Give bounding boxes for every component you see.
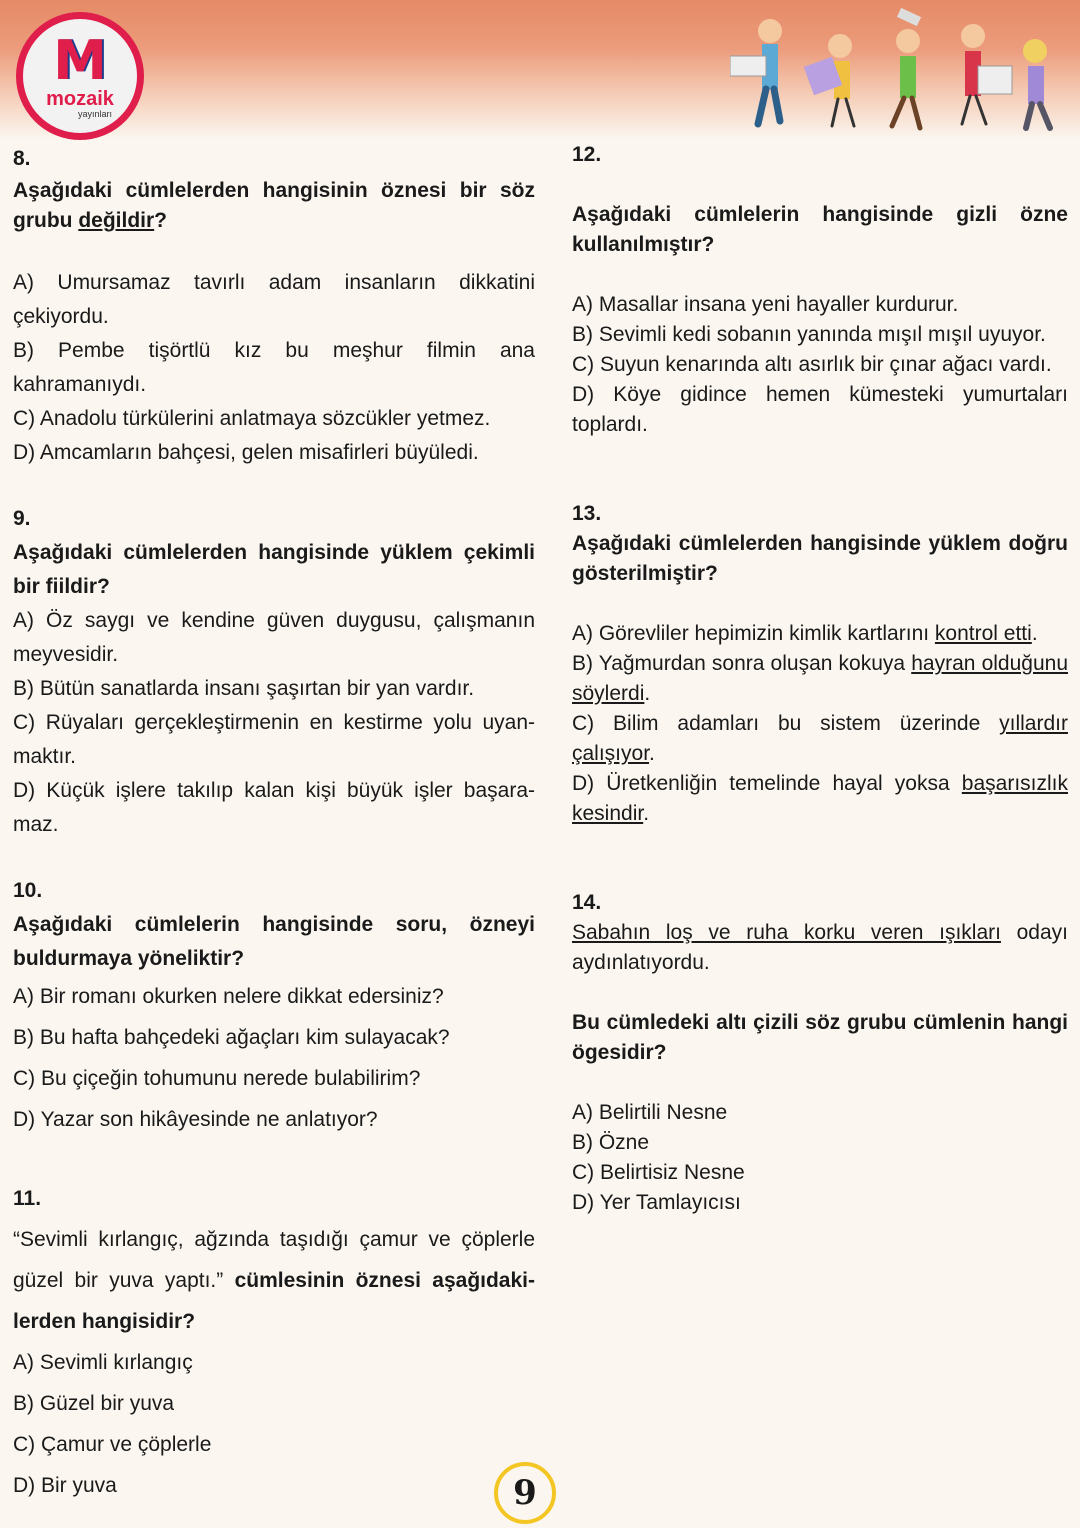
answer-option-b[interactable] xyxy=(13,1383,535,1424)
text-segment: D) Köye gidince hemen kümesteki yumurtaları toplardı. xyxy=(572,383,1068,436)
answer-option-a[interactable] xyxy=(572,1098,1068,1128)
question-sentence xyxy=(572,918,1068,978)
text-segment: B) Özne xyxy=(572,1131,650,1154)
answer-option-a[interactable] xyxy=(13,1342,535,1383)
text-segment: B) Yağmurdan sonra oluşan kokuya xyxy=(572,652,912,675)
answer-option-b[interactable] xyxy=(13,334,535,402)
text-segment: A) Umursamaz tavırlı adam insanların dikkatini çekiyordu. xyxy=(13,271,535,328)
text-segment: A) Sevimli kırlangıç xyxy=(13,1351,193,1374)
answer-option-b[interactable] xyxy=(13,1017,535,1058)
question-12 xyxy=(572,140,1068,440)
header-banner xyxy=(0,0,1080,140)
answer-option-c[interactable] xyxy=(13,402,535,436)
text-segment: C) Çamur ve çöplerle xyxy=(13,1433,212,1456)
question-10 xyxy=(13,874,535,1140)
text-segment: A) Belirtili Nesne xyxy=(572,1101,728,1124)
question-stem xyxy=(572,200,1068,260)
text-segment: A) Bir romanı okurken nelere dikkat edersiniz? xyxy=(13,985,444,1008)
question-stem xyxy=(13,536,535,604)
question-number: 12. xyxy=(572,143,602,166)
text-segment: D) Yazar son hikâyesinde ne anlatıyor? xyxy=(13,1108,378,1131)
text-segment: Bu cümledeki altı çizili söz grubu cümlenin hangi ögesidir? xyxy=(572,1011,1068,1064)
text-segment: C) Rüyaları gerçekleştirmenin en kestirme yolu uyan-maktır. xyxy=(13,711,535,768)
children-illustration xyxy=(730,6,1070,131)
text-segment: Aşağıdaki cümlelerden hangisinin öznesi bir söz grubu xyxy=(13,179,535,232)
question-number: 11. xyxy=(13,1187,42,1210)
text-segment: D) Yer Tamlayıcısı xyxy=(572,1191,741,1214)
underlined-text: başarısızlık kesindir xyxy=(572,772,1068,825)
answer-option-b[interactable] xyxy=(572,649,1068,709)
text-segment: odayı aydınlatıyordu. xyxy=(572,921,1068,974)
answer-option-c[interactable] xyxy=(13,706,535,774)
underlined-text: hayran olduğunu söylerdi xyxy=(572,652,1068,705)
question-number: 10. xyxy=(13,879,43,902)
text-segment: D) Bir yuva xyxy=(13,1474,117,1497)
text-segment: C) Bilim adamları bu sistem üzerinde xyxy=(572,712,1000,735)
question-8 xyxy=(13,142,535,470)
question-14 xyxy=(572,888,1068,1218)
text-segment: . xyxy=(649,742,655,765)
text-segment: C) Anadolu türkülerini anlatmaya sözcükler yetmez. xyxy=(13,407,491,430)
underlined-text: kontrol etti xyxy=(934,622,1032,645)
text-segment: B) Güzel bir yuva xyxy=(13,1392,175,1415)
answer-option-b[interactable] xyxy=(13,672,535,706)
answer-option-b[interactable] xyxy=(572,1128,1068,1158)
answer-option-a[interactable] xyxy=(13,266,535,334)
answer-option-a[interactable] xyxy=(572,619,1068,649)
text-segment: ? xyxy=(154,209,167,232)
text-segment: “Sevimli kırlangıç, ağzında taşıdığı çamur ve çöplerle güzel bir yuva yaptı.” xyxy=(13,1228,535,1292)
underlined-text: değildir xyxy=(78,209,155,232)
answer-option-c[interactable] xyxy=(572,350,1068,380)
answer-option-d[interactable] xyxy=(13,1465,535,1506)
underlined-text: yıllardır çalışıyor xyxy=(572,712,1068,765)
text-segment: Aşağıdaki cümlelerden hangisinde yüklem çekimli bir fiildir? xyxy=(13,541,535,598)
text-segment: A) Öz saygı ve kendine güven duygusu, çalışmanın meyvesidir. xyxy=(13,609,535,666)
answer-option-d[interactable] xyxy=(13,1099,535,1140)
text-segment: . xyxy=(644,682,651,705)
text-segment: Aşağıdaki cümlelerin hangisinde soru, özneyi buldurmaya yöneliktir? xyxy=(13,913,535,970)
answer-option-a[interactable] xyxy=(13,976,535,1017)
text-segment: A) Görevliler hepimizin kimlik kartlarını xyxy=(572,622,935,645)
answer-option-c[interactable] xyxy=(572,709,1068,769)
text-segment: C) Belirtisiz Nesne xyxy=(572,1161,745,1184)
answer-option-d[interactable] xyxy=(572,380,1068,440)
text-segment: B) Pembe tişörtlü kız bu meşhur filmin ana kahramanıydı. xyxy=(13,339,535,396)
question-stem xyxy=(13,908,535,976)
question-9 xyxy=(13,502,535,842)
text-segment: D) Küçük işlere takılıp kalan kişi büyük işler başara-maz. xyxy=(13,779,535,836)
text-segment: Aşağıdaki cümlelerin hangisinde gizli özne kullanılmıştır? xyxy=(572,203,1068,256)
question-stem xyxy=(572,529,1068,589)
text-segment: B) Bu hafta bahçedeki ağaçları kim sulayacak? xyxy=(13,1026,450,1049)
text-segment: D) Amcamların bahçesi, gelen misafirleri büyüledi. xyxy=(13,441,479,464)
text-segment: B) Sevimli kedi sobanın yanında mışıl mışıl uyuyor. xyxy=(572,323,1046,346)
logo-subtext: yayınları xyxy=(77,109,112,119)
question-number: 9. xyxy=(13,507,31,530)
text-segment: A) Masallar insana yeni hayaller kurdurur. xyxy=(572,293,959,316)
text-segment: C) Bu çiçeğin tohumunu nerede bulabilirim? xyxy=(13,1067,421,1090)
text-segment: . xyxy=(1031,622,1038,645)
answer-option-a[interactable] xyxy=(13,604,535,672)
answer-option-c[interactable] xyxy=(572,1158,1068,1188)
question-11 xyxy=(13,1178,535,1506)
answer-option-c[interactable] xyxy=(13,1424,535,1465)
text-segment: Aşağıdaki cümlelerden hangisinde yüklem doğru gösterilmiştir? xyxy=(572,532,1068,585)
underlined-text: Sabahın loş ve ruha korku veren ışıkları xyxy=(572,921,1001,944)
page-number-badge xyxy=(494,1462,556,1524)
logo-text: mozaik xyxy=(46,88,114,110)
text-segment: B) Bütün sanatlarda insanı şaşırtan bir yan vardır. xyxy=(13,677,475,700)
answer-option-b[interactable] xyxy=(572,320,1068,350)
question-number: 14. xyxy=(572,891,602,914)
page-number: 9 xyxy=(513,1473,537,1513)
question-number: 13. xyxy=(572,502,602,525)
answer-option-a[interactable] xyxy=(572,290,1068,320)
text-segment: C) Suyun kenarında altı asırlık bir çınar ağacı vardı. xyxy=(572,353,1052,376)
publisher-logo xyxy=(16,12,144,140)
answer-option-d[interactable] xyxy=(572,769,1068,829)
question-number: 8. xyxy=(13,147,31,170)
answer-option-d[interactable] xyxy=(572,1188,1068,1218)
text-segment: D) Üretkenliğin temelinde hayal yoksa xyxy=(572,772,962,795)
text-segment: cümlesinin öznesi aşağıdaki-lerden hangisidir? xyxy=(13,1269,535,1333)
question-stem xyxy=(572,1008,1068,1068)
question-stem xyxy=(13,1219,535,1342)
logo-mark: M xyxy=(53,29,107,92)
question-stem xyxy=(13,176,535,236)
question-13 xyxy=(572,499,1068,829)
answer-option-d[interactable] xyxy=(13,436,535,470)
text-segment: . xyxy=(643,802,650,825)
answer-option-c[interactable] xyxy=(13,1058,535,1099)
child-figure xyxy=(730,8,1050,128)
answer-option-d[interactable] xyxy=(13,774,535,842)
